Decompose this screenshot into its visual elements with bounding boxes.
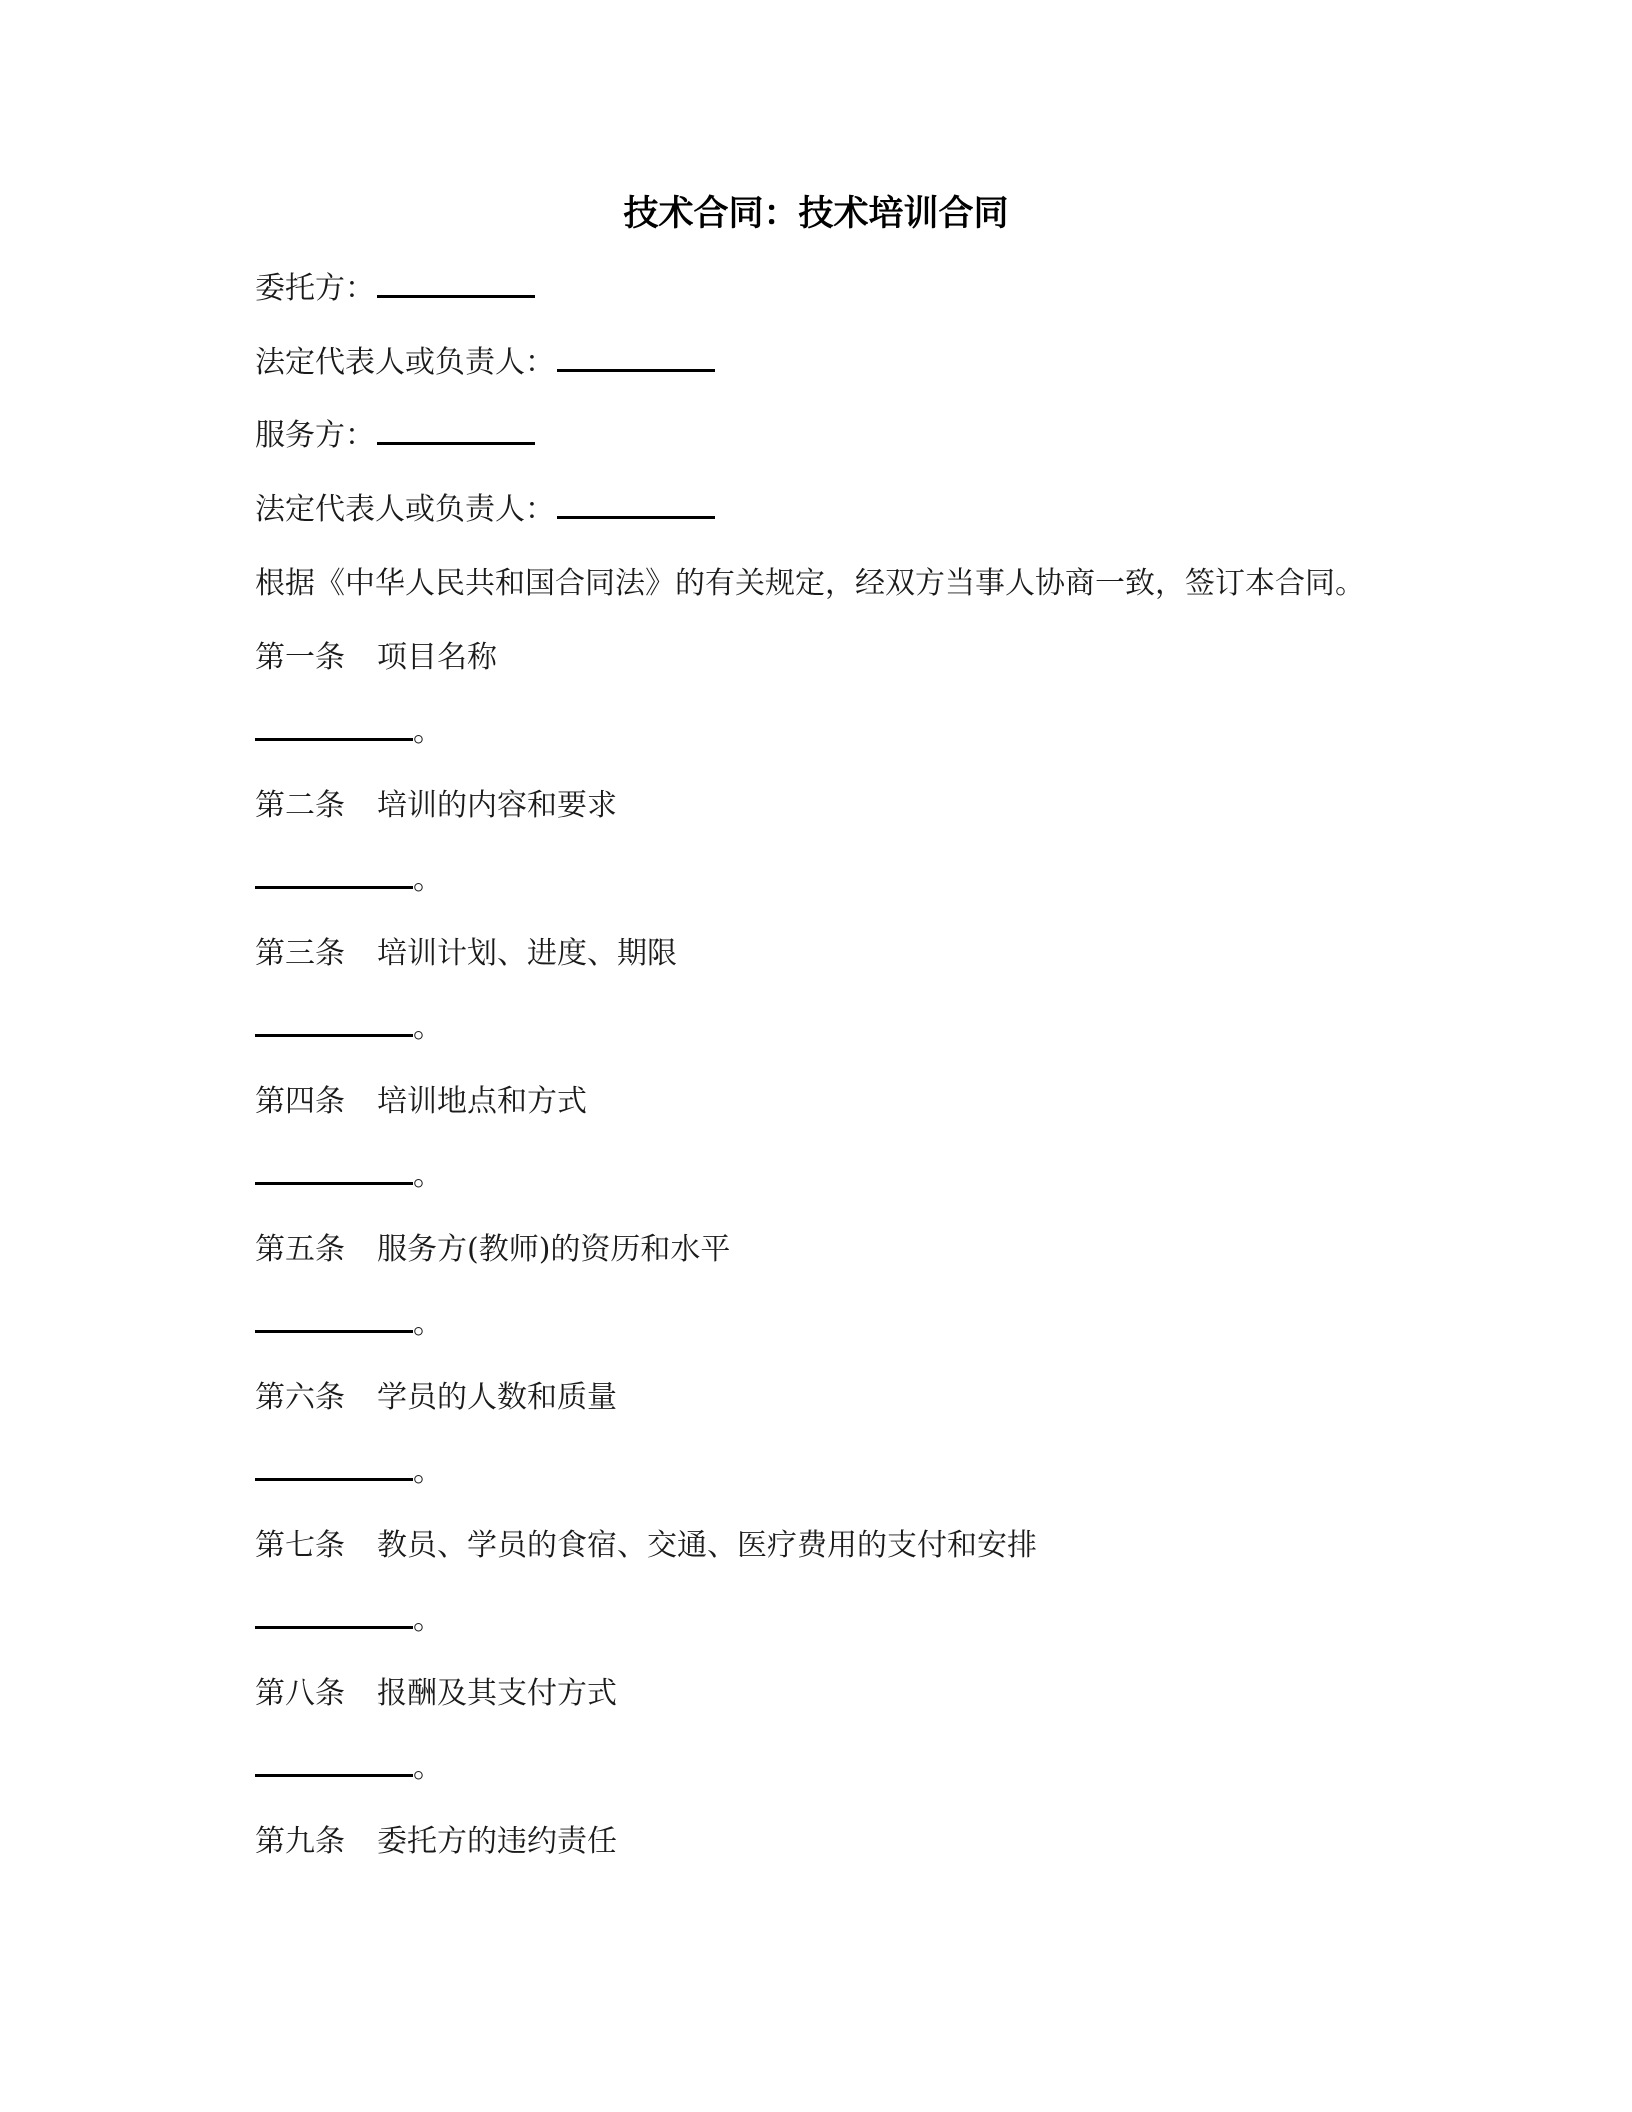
article-title: 培训的内容和要求 bbox=[377, 788, 617, 823]
article-heading bbox=[255, 932, 677, 976]
party-label: 法定代表人或负责人： bbox=[255, 345, 555, 380]
fill-blank bbox=[255, 1006, 413, 1037]
article-number: 第四条 bbox=[255, 1084, 345, 1119]
fill-blank bbox=[557, 341, 715, 372]
article-blank-line bbox=[255, 1302, 443, 1346]
article-number: 第八条 bbox=[255, 1676, 345, 1711]
party-label: 服务方： bbox=[255, 418, 375, 453]
article-blank-line bbox=[255, 710, 443, 754]
blank-suffix: 。 bbox=[413, 862, 443, 897]
article-title: 报酬及其支付方式 bbox=[377, 1676, 617, 1711]
fill-blank bbox=[255, 1746, 413, 1777]
article-title: 项目名称 bbox=[377, 640, 497, 675]
blank-suffix: 。 bbox=[413, 714, 443, 749]
party-line-provider-representative bbox=[255, 488, 715, 532]
article-number: 第五条 bbox=[255, 1232, 345, 1267]
article-heading bbox=[255, 1080, 587, 1124]
fill-blank bbox=[377, 414, 535, 445]
article-number: 第六条 bbox=[255, 1380, 345, 1415]
fill-blank bbox=[377, 267, 535, 298]
fill-blank bbox=[255, 1450, 413, 1481]
document-title: 技术合同：技术培训合同 bbox=[623, 194, 1009, 234]
article-number: 第七条 bbox=[255, 1528, 345, 1563]
article-heading bbox=[255, 1228, 730, 1272]
article-number: 第九条 bbox=[255, 1824, 345, 1859]
article-blank-line bbox=[255, 1450, 443, 1494]
article-number: 第三条 bbox=[255, 936, 345, 971]
blank-suffix: 。 bbox=[413, 1010, 443, 1045]
article-heading bbox=[255, 784, 617, 828]
article-heading bbox=[255, 636, 497, 680]
article-title: 服务方(教师)的资历和水平 bbox=[377, 1232, 731, 1267]
article-title: 培训计划、进度、期限 bbox=[377, 936, 677, 971]
article-title: 学员的人数和质量 bbox=[377, 1380, 617, 1415]
article-title: 委托方的违约责任 bbox=[377, 1824, 617, 1859]
blank-suffix: 。 bbox=[413, 1750, 443, 1785]
blank-suffix: 。 bbox=[413, 1158, 443, 1193]
article-heading bbox=[255, 1820, 617, 1864]
article-blank-line bbox=[255, 858, 443, 902]
party-line-client bbox=[255, 267, 535, 311]
fill-blank bbox=[255, 858, 413, 889]
article-blank-line bbox=[255, 1598, 443, 1642]
blank-suffix: 。 bbox=[413, 1306, 443, 1341]
blank-suffix: 。 bbox=[413, 1602, 443, 1637]
party-label: 法定代表人或负责人： bbox=[255, 492, 555, 527]
fill-blank bbox=[255, 1302, 413, 1333]
article-heading bbox=[255, 1672, 617, 1716]
preamble: 根据《中华人民共和国合同法》的有关规定，经双方当事人协商一致，签订本合同。 bbox=[255, 566, 1365, 601]
fill-blank bbox=[255, 1598, 413, 1629]
article-blank-line bbox=[255, 1154, 443, 1198]
article-heading bbox=[255, 1524, 1037, 1568]
party-line-client-representative bbox=[255, 341, 715, 385]
party-label: 委托方： bbox=[255, 271, 375, 306]
article-heading bbox=[255, 1376, 617, 1420]
article-number: 第一条 bbox=[255, 640, 345, 675]
article-title: 培训地点和方式 bbox=[377, 1084, 587, 1119]
article-title: 教员、学员的食宿、交通、医疗费用的支付和安排 bbox=[377, 1528, 1037, 1563]
fill-blank bbox=[255, 1154, 413, 1185]
article-blank-line bbox=[255, 1746, 443, 1790]
blank-suffix: 。 bbox=[413, 1454, 443, 1489]
article-number: 第二条 bbox=[255, 788, 345, 823]
fill-blank bbox=[557, 488, 715, 519]
party-line-provider bbox=[255, 414, 535, 458]
article-blank-line bbox=[255, 1006, 443, 1050]
fill-blank bbox=[255, 710, 413, 741]
